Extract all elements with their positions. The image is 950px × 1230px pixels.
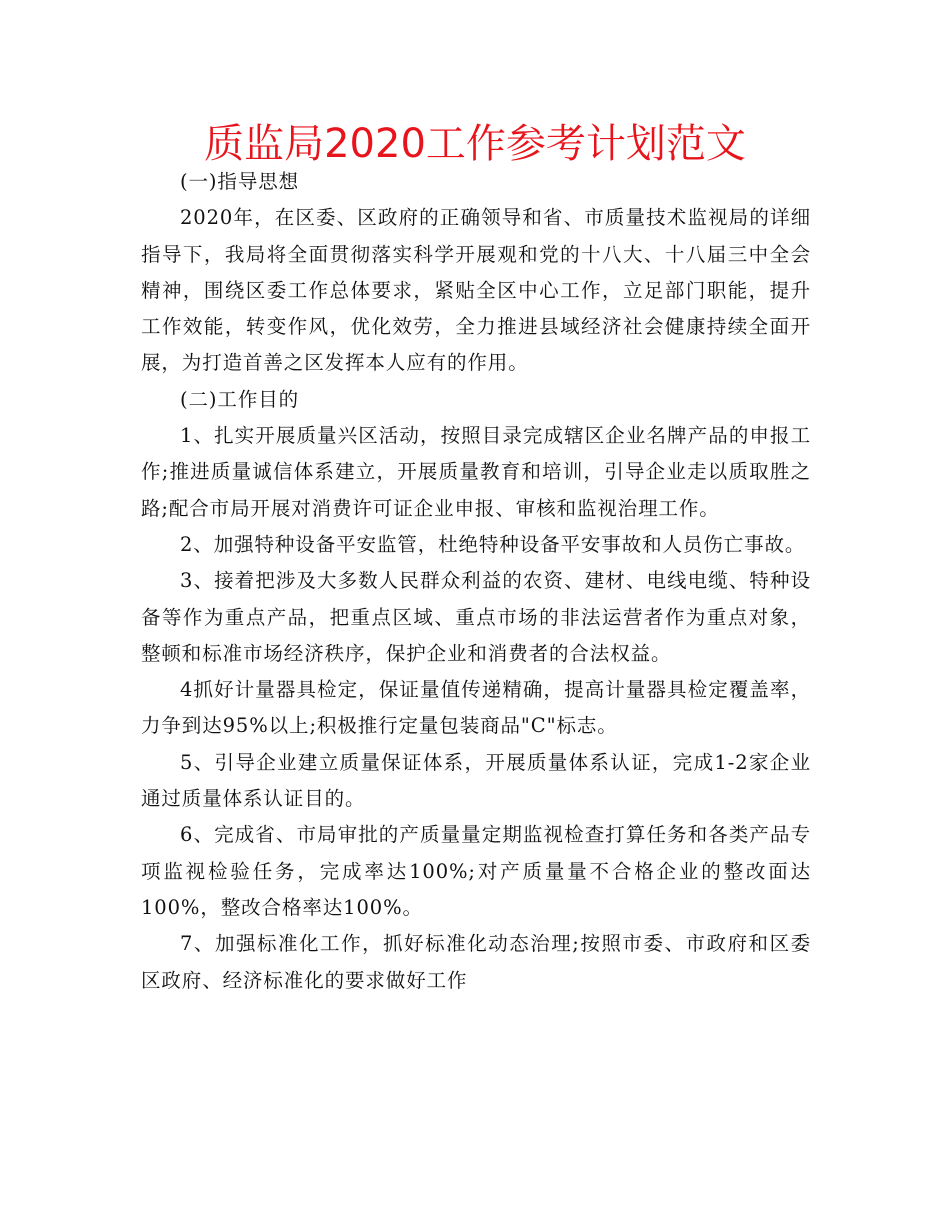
paragraph-goal-4: 4抓好计量器具检定，保证量值传递精确，提高计量器具检定覆盖率，力争到达95%以上;积极推行定量包装商品"C"标志。 <box>141 678 811 738</box>
paragraph-goal-7: 7、加强标准化工作，抓好标准化动态治理;按照市委、市政府和区委区政府、经济标准化的要求做好工作 <box>141 932 811 992</box>
paragraph-goal-3: 3、接着把涉及大多数人民群众利益的农资、建材、电线电缆、特种设备等作为重点产品，把重点区域、重点市场的非法运营者作为重点对象，整顿和标准市场经济秩序，保护企业和消费者的合法权益。 <box>141 569 811 665</box>
section-heading-work-goals: (二)工作目的 <box>180 387 300 411</box>
section-heading-guiding-thought: (一)指导思想 <box>180 170 300 193</box>
document-title: 质监局2020工作参考计划范文 <box>204 121 746 167</box>
paragraph-goal-1: 1、扎实开展质量兴区活动，按照目录完成辖区企业名牌产品的申报工作;推进质量诚信体系建立，开展质量教育和培训，引导企业走以质取胜之路;配合市局开展对消费许可证企业申报、审核和监视治理工作。 <box>141 424 811 520</box>
paragraph-guiding-thought: 2020年，在区委、区政府的正确领导和省、市质量技术监视局的详细指导下，我局将全面贯彻落实科学开展观和党的十八大、十八届三中全会精神，围绕区委工作总体要求，紧贴全区中心工作，立足部门职能，提升工作效能，转变作风，优化效劳，全力推进县域经济社会健康持续全面开展，为打造首善之区发挥本人应有的作用。 <box>141 206 811 375</box>
document-body <box>141 164 811 999</box>
paragraph-goal-6: 6、完成省、市局审批的产质量量定期监视检查打算任务和各类产品专项监视检验任务，完成率达100%;对产质量量不合格企业的整改面达100%，整改合格率达100%。 <box>141 823 811 919</box>
paragraph-goal-5: 5、引导企业建立质量保证体系，开展质量体系认证，完成1-2家企业通过质量体系认证目的。 <box>141 750 811 811</box>
paragraph-goal-2: 2、加强特种设备平安监管，杜绝特种设备平安事故和人员伤亡事故。 <box>180 532 806 556</box>
